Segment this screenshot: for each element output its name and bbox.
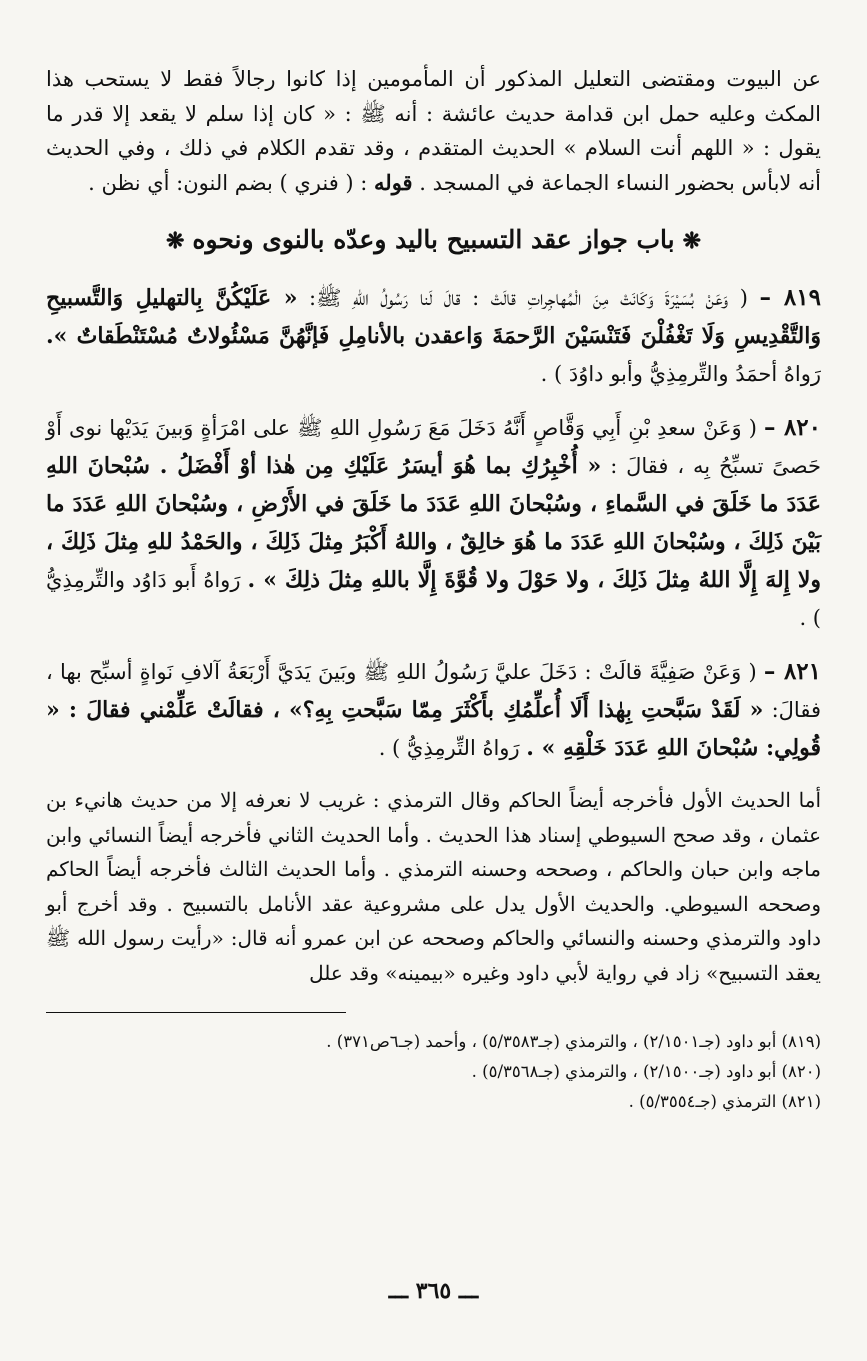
intro-qawluhu: قوله (374, 169, 413, 195)
footnotes (46, 1027, 821, 1117)
footnote-820: (٨٢٠) أبو داود (جـ٢/١٥٠٠) ، والترمذي (جـ٥/٣٥٦٨) . (471, 1062, 821, 1081)
intro-text: عن البيوت ومقتضى التعليل المذكور أن المأمومين إذا كانوا رجالاً فقط لا يستحب هذا المكث وعليه حمل ابن قدامة حديث عائشة : أنه ﷺ : « كان إذا سلم لا يقعد إلا قدر ما يقول : « اللهم أنت السلام » الحديث المتقدم ، وقد تقدم الكلام في ذلك ، وفي الحديث أنه لابأس بحضور النساء الجماعة في المسجد . (46, 67, 821, 195)
hadith-number: ٨٢٠ – (764, 414, 821, 441)
hadith-text: « عَلَيْكُنَّ بِالتهليلِ وَالتَّسبيحِ وَالتَّقْدِيسِ وَلَا تَغْفُلْنَ فَتَنْسَيْنَ الرَّحمَةَ وَاعقدن بالأنامِلِ فَإنَّهُنَّ مَسْئُولاتٌ مُسْتَنْطَقاتٌ ». (46, 285, 821, 349)
chapter-title: باب جواز عقد التسبيح باليد وعدّه بالنوى ونحوه (192, 225, 675, 254)
hadith-number: ٨١٩ – (759, 284, 821, 311)
star-ornament-icon: ❋ (682, 228, 702, 254)
hadith-source: رَواهُ التِّرمِذِيُّ ) . (378, 736, 520, 760)
page-number: ـــ ٣٦٥ ـــ (388, 1278, 479, 1304)
intro-end: : ( فنري ) بضم النون: أي نظن . (88, 170, 368, 195)
hadith-821 (46, 653, 821, 767)
hadith-text: « أُخْبِرُكِ بما هُوَ أيسَرُ عَلَيْكِ مِن هٰذا أوْ أَفْضَلُ . سُبْحانَ اللهِ عَدَدَ ما خَلَقَ في السَّماءِ ، وسُبْحانَ اللهِ عَدَدَ ما خَلَقَ في الأَرْضِ ، وسُبْحانَ اللهِ عَدَدَ ما بَيْنَ ذَلِكَ ، وسُبْحانَ اللهِ عَدَدَ ما هُوَ خالِقٌ ، واللهُ أَكْبَرُ مِثلَ ذَلِكَ ، والحَمْدُ للهِ مِثلَ ذَلِكَ ، ولا إِلهَ إِلَّا اللهُ مِثلَ ذَلِكَ ، ولا حَوْلَ ولا قُوَّةَ إِلَّا باللهِ مِثلَ ذلِكَ » . (46, 453, 821, 593)
hadith-number: ٨٢١ – (763, 658, 821, 685)
hadith-intro: ( وَعَنْ صَفِيَّةَ قالَتْ : دَخَلَ عليَّ رَسُولُ اللهِ ﷺ وبَينَ يَدَيَّ أَرْبَعَةُ آلافِ نَواةٍ أسبِّح بها ، فقالَ: (46, 660, 821, 722)
hadith-intro: ( وَعَنْ سعدِ بْنِ أَبِي وَقَّاصٍ أَنَّهُ دَخَلَ مَعَ رَسُولِ اللهِ ﷺ على امْرَأةٍ وَبينَ يَدَيْها نوى أَوْ حَصىً تسبِّحُ بِه ، فقالَ : (46, 416, 821, 478)
hadith-text: « لَقَدْ سَبَّحتِ بِهٰذا أَلَا أُعلِّمُكِ بأَكْثَرَ مِمّا سَبَّحتِ بِهِ؟» ، فقالَتْ عَلِّمْني فقالَ : « قُولِي: سُبْحانَ اللهِ عَدَدَ خَلْقِهِ » . (46, 697, 821, 761)
footnote-divider (46, 1012, 346, 1013)
footnote-821: (٨٢١) الترمذي (جـ٥/٣٥٥٤) . (628, 1092, 821, 1111)
star-ornament-icon: ❋ (165, 228, 185, 254)
hadith-820 (46, 409, 821, 637)
intro-paragraph (46, 62, 821, 200)
hadith-intro: ( وَعَنْ بُسَيْرَةَ وَكَانَتْ مِنَ الْمُهاجِراتِ قالَتْ : قالَ لَنا رَسُولُ اللهِ ﷺ: (309, 286, 748, 310)
chapter-heading (46, 222, 821, 259)
commentary-paragraph: أما الحديث الأول فأخرجه أيضاً الحاكم وقال الترمذي : غريب لا نعرفه إلا من حديث هانيء بن عثمان ، وقد صحح السيوطي إسناد هذا الحديث . وأما الحديث الثاني فأخرجه أيضاً النسائي وابن ماجه وابن حبان والحاكم ، وصححه وحسنه الترمذي . وأما الحديث الثالث فأخرجه أيضاً الحاكم وصححه السيوطي. والحديث الأول يدل على مشروعية عقد الأنامل بالتسبيح . وقد أخرج أبو داود والترمذي وحسنه والنسائي والحاكم وصححه عن ابن عمرو أنه قال: «رأيت رسول الله ﷺ يعقد التسبيح» زاد في رواية لأبي داود وغيره «بيمينه» وقد علل (46, 788, 821, 985)
hadith-819 (46, 279, 821, 393)
footnote-819: (٨١٩) أبو داود (جـ٢/١٥٠١) ، والترمذي (جـ٥/٣٥٨٣) ، وأحمد (جـ٦ص٣٧١) . (326, 1032, 821, 1051)
hadith-source: رَواهُ أحمَدُ والتِّرمِذِيُّ وأبو داوُدَ ) . (540, 362, 821, 386)
hadith-source: رَواهُ أَبو دَاوُد والتِّرمِذِيُّ ) . (46, 568, 821, 630)
